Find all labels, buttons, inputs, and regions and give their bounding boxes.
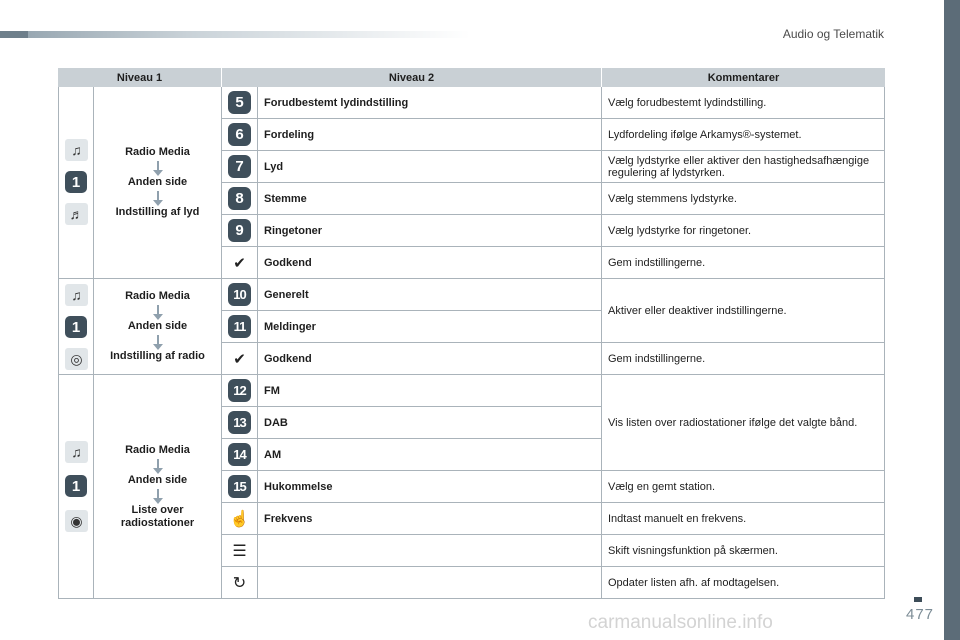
arrow-down-icon: [157, 335, 159, 345]
marker-cell: [222, 87, 258, 119]
group1-icons: [58, 87, 94, 279]
music-settings-icon: ♬: [65, 203, 88, 225]
arrow-down-icon: [157, 191, 159, 201]
arrow-down-icon: [157, 489, 159, 499]
group3-icons: [58, 375, 94, 599]
row-label: [258, 535, 602, 567]
group1-path: [94, 87, 222, 279]
radio-signal-icon: ◎: [65, 348, 88, 370]
row-comment: Vis listen over radiostationer ifølge det valgte bånd.: [602, 375, 885, 471]
radio-station-icon: ◉: [65, 510, 88, 532]
path-step: Indstilling af lyd: [115, 206, 200, 218]
row-label: Godkend: [258, 247, 602, 279]
top-accent-block: [0, 31, 28, 38]
row-label: FM: [258, 375, 602, 407]
row-label: Generelt: [258, 279, 602, 311]
refresh-icon: ↻: [232, 574, 247, 592]
row-comment: Skift visningsfunktion på skærmen.: [602, 535, 885, 567]
path-step: Radio Media: [125, 290, 190, 302]
step-badge: 7: [228, 155, 251, 178]
arrow-down-icon: [157, 459, 159, 469]
group3-path: [94, 375, 222, 599]
list-sort-icon: ☰: [232, 542, 247, 560]
row-comment: Vælg lydstyrke eller aktiver den hastighedsafhængige regulering af lydstyrken.: [602, 151, 885, 183]
music-note-icon: ♫: [65, 441, 88, 463]
row-label: Forudbestemt lydindstilling: [258, 87, 602, 119]
row-label: Frekvens: [258, 503, 602, 535]
row-label: Hukommelse: [258, 471, 602, 503]
row-label: Meldinger: [258, 311, 602, 343]
marker-cell: [222, 215, 258, 247]
page-number: 477: [906, 606, 935, 623]
row-label: Ringetoner: [258, 215, 602, 247]
column-header-kommentarer: Kommentarer: [602, 68, 885, 87]
row-label: AM: [258, 439, 602, 471]
page-dot: [914, 597, 922, 602]
marker-cell: [222, 407, 258, 439]
page-side-bar: [944, 0, 960, 640]
section-title: Audio og Telematik: [782, 27, 884, 41]
row-comment: Vælg stemmens lydstyrke.: [602, 183, 885, 215]
row-comment: Gem indstillingerne.: [602, 343, 885, 375]
marker-cell: [222, 279, 258, 311]
step-badge: 5: [228, 91, 251, 114]
marker-cell: [222, 471, 258, 503]
row-comment: Indtast manuelt en frekvens.: [602, 503, 885, 535]
marker-cell: [222, 343, 258, 375]
step-badge: 13: [228, 411, 251, 434]
row-label: Godkend: [258, 343, 602, 375]
path-step: Anden side: [127, 176, 188, 188]
step-badge: 10: [228, 283, 251, 306]
marker-cell: [222, 567, 258, 599]
row-label: Stemme: [258, 183, 602, 215]
music-note-icon: ♫: [65, 139, 88, 161]
arrow-down-icon: [157, 161, 159, 171]
path-step: Radio Media: [125, 146, 190, 158]
check-icon: ✔: [233, 254, 246, 272]
watermark: carmanualsonline.info: [588, 612, 773, 633]
hand-icon: ☝: [229, 510, 250, 528]
marker-cell: [222, 439, 258, 471]
marker-cell: [222, 247, 258, 279]
arrow-down-icon: [157, 305, 159, 315]
step-badge: 11: [228, 315, 251, 338]
column-header-niveau1: Niveau 1: [58, 68, 222, 87]
step-badge: 1: [65, 171, 87, 193]
step-badge: 6: [228, 123, 251, 146]
top-accent-bar: [0, 31, 470, 38]
path-step: Radio Media: [125, 443, 190, 456]
group2-icons: [58, 279, 94, 375]
path-step: Liste over radiostationer: [120, 503, 195, 529]
step-badge: 15: [228, 475, 251, 498]
marker-cell: [222, 503, 258, 535]
row-label: Lyd: [258, 151, 602, 183]
marker-cell: [222, 311, 258, 343]
step-badge: 1: [65, 475, 87, 497]
step-badge: 14: [228, 443, 251, 466]
row-comment: Vælg lydstyrke for ringetoner.: [602, 215, 885, 247]
row-comment: Vælg forudbestemt lydindstilling.: [602, 87, 885, 119]
marker-cell: [222, 151, 258, 183]
row-comment: Lydfordeling ifølge Arkamys®-systemet.: [602, 119, 885, 151]
row-label: DAB: [258, 407, 602, 439]
path-step: Anden side: [127, 473, 188, 486]
marker-cell: [222, 535, 258, 567]
row-comment: Gem indstillingerne.: [602, 247, 885, 279]
row-comment: Aktiver eller deaktiver indstillingerne.: [602, 279, 885, 343]
row-comment: Vælg en gemt station.: [602, 471, 885, 503]
step-badge: 1: [65, 316, 87, 338]
step-badge: 9: [228, 219, 251, 242]
marker-cell: [222, 375, 258, 407]
path-step: Anden side: [127, 320, 188, 332]
row-label: Fordeling: [258, 119, 602, 151]
step-badge: 12: [228, 379, 251, 402]
group2-path: [94, 279, 222, 375]
marker-cell: [222, 183, 258, 215]
column-header-niveau2: Niveau 2: [222, 68, 602, 87]
step-badge: 8: [228, 187, 251, 210]
row-label: [258, 567, 602, 599]
row-comment: Opdater listen afh. af modtagelsen.: [602, 567, 885, 599]
music-note-icon: ♫: [65, 284, 88, 306]
path-step: Indstilling af radio: [110, 350, 205, 362]
check-icon: ✔: [233, 350, 246, 368]
marker-cell: [222, 119, 258, 151]
